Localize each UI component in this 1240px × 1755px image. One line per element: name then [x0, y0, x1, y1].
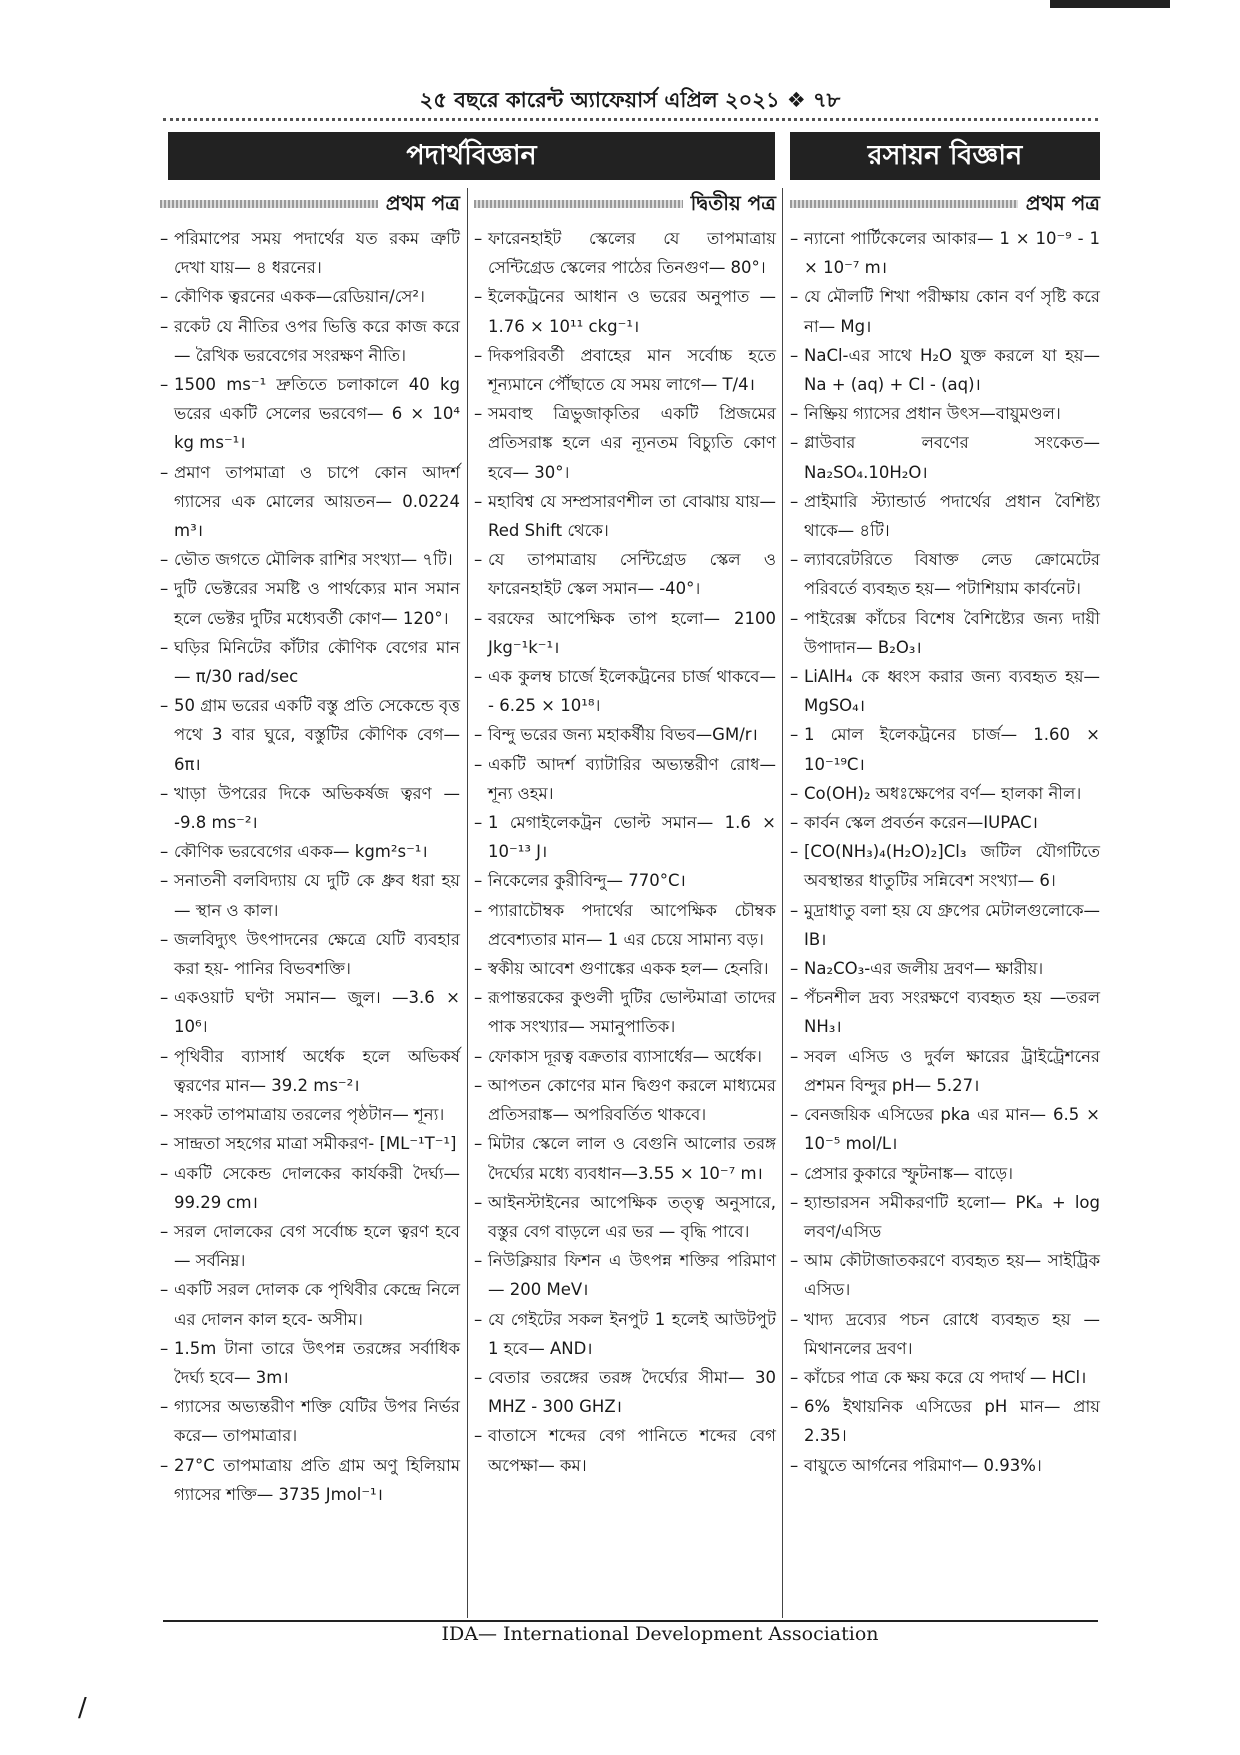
- fact-text: সনাতনী বলবিদ্যায় যে দুটি কে ধ্রুব ধরা হয়— স্থান ও কাল।: [174, 871, 460, 920]
- page-footer: IDA— International Development Association: [441, 1623, 879, 1645]
- page-header: ২৫ বছরে কারেন্ট অ্যাফেয়ার্স এপ্রিল ২০২১ ❖ ৭৮: [419, 88, 841, 112]
- column-divider: [467, 188, 468, 1618]
- fact-text: মিটার স্কেলে লাল ও বেগুনি আলোর তরঙ্গ দৈর্ঘ্যের মধ্যে ব্যবধান—3.55 × 10⁻⁷ m।: [488, 1134, 776, 1183]
- fact-text: কার্বন স্কেল প্রবর্তন করেন—IUPAC।: [804, 813, 1038, 833]
- fact-text: নিকেলের কুরীবিন্দু— 770°C।: [488, 871, 686, 891]
- fact-text: পাইরেক্স কাঁচের বিশেষ বৈশিষ্ট্যের জন্য দায়ী উপাদান— B₂O₃।: [804, 608, 1100, 657]
- fact-text: প্রেসার কুকারে স্ফুটনাঙ্ক— বাড়ে।: [804, 1163, 1014, 1183]
- fact-item: – LiAlH₄ কে ধ্বংস করার জন্য ব্যবহৃত হয়— MgSO₄।: [790, 667, 1100, 716]
- fact-text: ইলেকট্রনের আধান ও ভরের অনুপাত — 1.76 × 10¹¹ ckg⁻¹।: [488, 287, 776, 336]
- fact-text: পরিমাপের সময় পদার্থের যত রকম ত্রুটি দেখা যায়— ৪ ধরনের।: [174, 229, 460, 278]
- column-physics-second-paper: [474, 188, 776, 1480]
- fact-item: – জলবিদ্যুৎ উৎপাদনের ক্ষেত্রে যেটি ব্যবহার করা হয়- পানির বিভবশক্তি।: [160, 929, 460, 979]
- fact-item: – পরিমাপের সময় পদার্থের যত রকম ত্রুটি দেখা যায়— ৪ ধরনের।: [160, 229, 460, 278]
- fact-item: – পাইরেক্স কাঁচের বিশেষ বৈশিষ্ট্যের জন্য দায়ী উপাদান— B₂O₃।: [790, 608, 1100, 657]
- fact-text: খাড়া উপরের দিকে অভিকর্ষজ ত্বরণ — -9.8 ms⁻²।: [174, 783, 460, 833]
- fact-item: – এক কুলম্ব চার্জে ইলেকট্রনের চার্জ থাকবে— - 6.25 × 10¹⁸।: [474, 667, 776, 716]
- fact-text: দিকপরিবর্তী প্রবাহের মান সর্বোচ্চ হতে শূন্যমানে পৌঁছাতে যে সময় লাগে— T/4।: [488, 345, 776, 395]
- fact-text: Na₂CO₃-এর জলীয় দ্রবণ— ক্ষারীয়।: [804, 959, 1044, 979]
- fact-item: – প্রমাণ তাপমাত্রা ও চাপে কোন আদর্শ গ্যাসের এক মোলের আয়তন— 0.0224 m³।: [160, 462, 460, 541]
- fact-item: – প্যারাচৌম্বক পদার্থের আপেক্ষিক চৌম্বক প্রবেশ্যতার মান— 1 এর চেয়ে সামান্য বড়।: [474, 900, 776, 949]
- fact-item: – সমবাহু ত্রিভুজাকৃতির একটি প্রিজমের প্রতিসরাঙ্ক হলে এর ন্যূনতম বিচ্যুতি কোণ হবে— 30°।: [474, 404, 776, 482]
- fact-text: আইনস্টাইনের আপেক্ষিক তত্ত্ব অনুসারে, বস্তুর বেগ বাড়লে এর ভর — বৃদ্ধি পাবে।: [488, 1192, 776, 1241]
- fact-item: – রকেট যে নীতির ওপর ভিত্তি করে কাজ করে— রৈখিক ভরবেগের সংরক্ষণ নীতি।: [160, 316, 460, 365]
- fact-item: – যে তাপমাত্রায় সেন্টিগ্রেড স্কেল ও ফারেনহাইট স্কেল সমান— -40°।: [474, 550, 776, 599]
- fact-item: – ফারেনহাইট স্কেলের যে তাপমাত্রায় সেন্টিগ্রেড স্কেলের পাঠের তিনগুণ— 80°।: [474, 229, 776, 278]
- section-banner-chemistry: রসায়ন বিজ্ঞান: [790, 132, 1100, 180]
- fact-text: 1500 ms⁻¹ দ্রুতিতে চলাকালে 40 kg ভরের একটি সেলের ভরবেগ— 6 × 10⁴ kg ms⁻¹।: [174, 375, 460, 453]
- fact-item: – 1 মোল ইলেকট্রনের চার্জ— 1.60 × 10⁻¹⁹C।: [790, 725, 1100, 774]
- fact-item: – 1.5m টানা তারে উৎপন্ন তরঙ্গের সর্বাধিক দৈর্ঘ্য হবে— 3m।: [160, 1338, 460, 1387]
- fact-item: – বরফের আপেক্ষিক তাপ হলো— 2100 Jkg⁻¹k⁻¹।: [474, 608, 776, 657]
- fact-item: – ন্যানো পার্টিকেলের আকার— 1 × 10⁻⁹ - 1 × 10⁻⁷ m।: [790, 229, 1100, 278]
- fact-text: একটি সরল দোলক কে পৃথিবীর কেন্দ্রে নিলে এর দোলন কাল হবে- অসীম।: [174, 1280, 460, 1329]
- fact-text: 27°C তাপমাত্রায় প্রতি গ্রাম অণু হিলিয়াম গ্যাসের শক্তি— 3735 Jmol⁻¹।: [174, 1455, 460, 1504]
- margin-pen-mark: /: [78, 1693, 87, 1723]
- fact-text: যে মৌলটি শিখা পরীক্ষায় কোন বর্ণ সৃষ্টি করে না— Mg।: [804, 287, 1100, 336]
- fact-item: – 1500 ms⁻¹ দ্রুতিতে চলাকালে 40 kg ভরের একটি সেলের ভরবেগ— 6 × 10⁴ kg ms⁻¹।: [160, 375, 460, 453]
- fact-text: আম কৌটাজাতকরণে ব্যবহৃত হয়— সাইট্রিক এসিড।: [804, 1251, 1100, 1300]
- fact-text: ল্যাবরেটরিতে বিষাক্ত লেড ক্রোমেটের পরিবর্তে ব্যবহৃত হয়— পটাশিয়াম কার্বনেট।: [804, 550, 1100, 599]
- fact-item: – আইনস্টাইনের আপেক্ষিক তত্ত্ব অনুসারে, বস্তুর বেগ বাড়লে এর ভর — বৃদ্ধি পাবে।: [474, 1192, 776, 1241]
- fact-item: – বাতাসে শব্দের বেগ পানিতে শব্দের বেগ অপেক্ষা— কম।: [474, 1426, 776, 1475]
- fact-text: বরফের আপেক্ষিক তাপ হলো— 2100 Jkg⁻¹k⁻¹।: [488, 608, 776, 657]
- top-edge-bar: [1050, 0, 1170, 8]
- fact-item: – বেনজয়িক এসিডের pka এর মান— 6.5 × 10⁻⁵ mol/L।: [790, 1105, 1100, 1154]
- fact-text: সংকট তাপমাত্রায় তরলের পৃষ্ঠটান— শূন্য।: [174, 1105, 445, 1125]
- fact-item: – একওয়াট ঘণ্টা সমান— জুল। —3.6 × 10⁶।: [160, 988, 460, 1037]
- fact-item: – কৌণিক ত্বরনের একক—রেডিয়ান/সে²।: [160, 287, 425, 307]
- fact-item: – হ্যান্ডারসন সমীকরণটি হলো— PKₐ + log লবণ/এসিড: [790, 1192, 1100, 1241]
- fact-item: – কাঁচের পাত্র কে ক্ষয় করে যে পদার্থ — HCl।: [790, 1367, 1087, 1387]
- fact-text: যে তাপমাত্রায় সেন্টিগ্রেড স্কেল ও ফারেনহাইট স্কেল সমান— -40°।: [488, 550, 776, 599]
- fact-item: – ঘড়ির মিনিটের কাঁটার কৌণিক বেগের মান— π/30 rad/sec: [160, 637, 460, 687]
- fact-text: [CO(NH₃)₄(H₂O)₂]Cl₃ জটিল যৌগটিতে অবস্থান্তর ধাতুটির সন্নিবেশ সংখ্যা— 6।: [804, 842, 1100, 891]
- fact-item: – প্রেসার কুকারে স্ফুটনাঙ্ক— বাড়ে।: [790, 1163, 1014, 1183]
- fact-text: প্যারাচৌম্বক পদার্থের আপেক্ষিক চৌম্বক প্রবেশ্যতার মান— 1 এর চেয়ে সামান্য বড়।: [488, 900, 776, 949]
- fact-item: – পঁচনশীল দ্রব্য সংরক্ষণে ব্যবহৃত হয় —তরল NH₃।: [790, 988, 1100, 1037]
- fact-item: – 6% ইথায়নিক এসিডের pH মান— প্রায় 2.35।: [790, 1397, 1100, 1446]
- fact-text: ঘড়ির মিনিটের কাঁটার কৌণিক বেগের মান— π/30 rad/sec: [174, 637, 460, 687]
- fact-text: আপতন কোণের মান দ্বিগুণ করলে মাধ্যমের প্রতিসরাঙ্ক— অপরিবর্তিত থাকবে।: [488, 1075, 776, 1125]
- fact-item: – নিষ্ক্রিয় গ্যাসের প্রধান উৎস—বায়ুমণ্ডল।: [790, 404, 1061, 424]
- fact-text: 50 গ্রাম ভরের একটি বস্তু প্রতি সেকেন্ডে বৃত্ত পথে 3 বার ঘুরে, বস্তুটির কৌণিক বেগ— 6π।: [174, 696, 460, 774]
- fact-text: কাঁচের পাত্র কে ক্ষয় করে যে পদার্থ — HCl।: [804, 1367, 1087, 1387]
- fact-text: NaCl-এর সাথে H₂O যুক্ত করলে যা হয়— Na + (aq) + Cl - (aq)।: [804, 345, 1100, 395]
- fact-item: – [CO(NH₃)₄(H₂O)₂]Cl₃ জটিল যৌগটিতে অবস্থান্তর ধাতুটির সন্নিবেশ সংখ্যা— 6।: [790, 842, 1100, 891]
- fact-text: গ্যাসের অভ্যন্তরীণ শক্তি যেটির উপর নির্ভর করে— তাপমাত্রার।: [174, 1397, 460, 1446]
- fact-text: ফারেনহাইট স্কেলের যে তাপমাত্রায় সেন্টিগ্রেড স্কেলের পাঠের তিনগুণ— 80°।: [488, 229, 776, 278]
- fact-text: কৌণিক ভরবেগের একক— kgm²s⁻¹।: [174, 842, 428, 862]
- fact-text: মুদ্রাধাতু বলা হয় যে গ্রুপের মেটালগুলোকে— IB।: [804, 900, 1100, 949]
- fact-item: – একটি সরল দোলক কে পৃথিবীর কেন্দ্রে নিলে এর দোলন কাল হবে- অসীম।: [160, 1280, 460, 1329]
- section-banner-physics: পদার্থবিজ্ঞান: [168, 132, 775, 180]
- fact-item: – খাড়া উপরের দিকে অভিকর্ষজ ত্বরণ — -9.8 ms⁻²।: [160, 783, 460, 833]
- fact-text: হ্যান্ডারসন সমীকরণটি হলো— PKₐ + log লবণ/এসিড: [804, 1192, 1100, 1241]
- fact-text: 1 মোল ইলেকট্রনের চার্জ— 1.60 × 10⁻¹⁹C।: [804, 725, 1100, 774]
- fact-text: যে গেইটের সকল ইনপুট 1 হলেই আউটপুট 1 হবে— AND।: [488, 1309, 776, 1358]
- fact-item: – একটি আদর্শ ব্যাটারির অভ্যন্তরীণ রোধ— শূন্য ওহম।: [474, 754, 776, 803]
- fact-item: – মুদ্রাধাতু বলা হয় যে গ্রুপের মেটালগুলোকে— IB।: [790, 900, 1100, 949]
- fact-item: – একটি সেকেন্ড দোলকের কার্যকরী দৈর্ঘ্য— 99.29 cm।: [160, 1163, 460, 1212]
- fact-item: – বিন্দু ভরের জন্য মহাকর্ষীয় বিভব—GM/r।: [474, 725, 758, 745]
- fact-text: 1 মেগাইলেকট্রন ভোল্ট সমান— 1.6 × 10⁻¹³ J।: [488, 813, 776, 862]
- fact-item: – সনাতনী বলবিদ্যায় যে দুটি কে ধ্রুব ধরা হয়— স্থান ও কাল।: [160, 871, 460, 920]
- fact-text: নিষ্ক্রিয় গ্যাসের প্রধান উৎস—বায়ুমণ্ডল।: [804, 404, 1061, 424]
- fact-text: দুটি ভেক্টরের সমষ্টি ও পার্থক্যের মান সমান হলে ভেক্টর দুটির মধ্যেবর্তী কোণ— 120°।: [174, 579, 460, 628]
- fact-text: বেতার তরঙ্গের তরঙ্গ দৈর্ঘ্যের সীমা— 30 MHZ - 300 GHZ।: [488, 1367, 776, 1417]
- fact-item: – বেতার তরঙ্গের তরঙ্গ দৈর্ঘ্যের সীমা— 30 MHZ - 300 GHZ।: [474, 1367, 776, 1417]
- fact-item: – আপতন কোণের মান দ্বিগুণ করলে মাধ্যমের প্রতিসরাঙ্ক— অপরিবর্তিত থাকবে।: [474, 1075, 776, 1125]
- fact-item: – 50 গ্রাম ভরের একটি বস্তু প্রতি সেকেন্ডে বৃত্ত পথে 3 বার ঘুরে, বস্তুটির কৌণিক বেগ— 6π।: [160, 696, 460, 774]
- column-divider: [782, 188, 783, 1618]
- fact-item: – Na₂CO₃-এর জলীয় দ্রবণ— ক্ষারীয়।: [790, 959, 1044, 979]
- fact-item: – Co(OH)₂ অধঃক্ষেপের বর্ণ— হালকা নীল।: [790, 783, 1082, 803]
- fact-text: খাদ্য দ্রব্যের পচন রোধে ব্যবহৃত হয় — মিথানলের দ্রবণ।: [804, 1309, 1100, 1358]
- fact-item: – ফোকাস দূরত্ব বক্রতার ব্যাসার্ধের— অর্ধেক।: [474, 1046, 762, 1066]
- fact-text: স্বকীয় আবেশ গুণাঙ্কের একক হল— হেনরি।: [488, 959, 769, 979]
- fact-text: পৃথিবীর ব্যাসার্ধ অর্ধেক হলে অভিকর্ষ ত্বরণের মান— 39.2 ms⁻²।: [174, 1046, 460, 1095]
- paper-heading: দ্বিতীয় পত্র: [474, 188, 776, 220]
- fact-item: – NaCl-এর সাথে H₂O যুক্ত করলে যা হয়— Na + (aq) + Cl - (aq)।: [790, 345, 1100, 395]
- fact-item: – দুটি ভেক্টরের সমষ্টি ও পার্থক্যের মান সমান হলে ভেক্টর দুটির মধ্যেবর্তী কোণ— 120°।: [160, 579, 460, 628]
- fact-text: রূপান্তরকের কুণ্ডলী দুটির ভোল্টমাত্রা তাদের পাক সংখ্যার— সমানুপাতিক।: [488, 988, 776, 1037]
- fact-text: প্রাইমারি স্ট্যান্ডার্ড পদার্থের প্রধান বৈশিষ্ট্য থাকে— ৪টি।: [804, 491, 1100, 541]
- fact-item: – ভৌত জগতে মৌলিক রাশির সংখ্যা— ৭টি।: [160, 550, 453, 570]
- fact-text: মহাবিশ্ব যে সম্প্রসারণশীল তা বোঝায় যায়— Red Shift থেকে।: [488, 491, 776, 541]
- column-chemistry-first-paper: [790, 188, 1100, 1480]
- fact-item: – নিউক্লিয়ার ফিশন এ উৎপন্ন শক্তির পরিমাণ— 200 MeV।: [474, 1251, 776, 1300]
- fact-item: – যে মৌলটি শিখা পরীক্ষায় কোন বর্ণ সৃষ্টি করে না— Mg।: [790, 287, 1100, 336]
- fact-item: – গ্লাউবার লবণের সংকেত— Na₂SO₄.10H₂O।: [790, 433, 1100, 482]
- fact-item: – মহাবিশ্ব যে সম্প্রসারণশীল তা বোঝায় যায়— Red Shift থেকে।: [474, 491, 776, 541]
- fact-item: – প্রাইমারি স্ট্যান্ডার্ড পদার্থের প্রধান বৈশিষ্ট্য থাকে— ৪টি।: [790, 491, 1100, 541]
- fact-text: একওয়াট ঘণ্টা সমান— জুল। —3.6 × 10⁶।: [174, 988, 460, 1037]
- fact-text: বিন্দু ভরের জন্য মহাকর্ষীয় বিভব—GM/r।: [488, 725, 758, 745]
- fact-text: ফোকাস দূরত্ব বক্রতার ব্যাসার্ধের— অর্ধেক।: [488, 1046, 762, 1066]
- fact-item: – স্বকীয় আবেশ গুণাঙ্কের একক হল— হেনরি।: [474, 959, 769, 979]
- fact-item: – যে গেইটের সকল ইনপুট 1 হলেই আউটপুট 1 হবে— AND।: [474, 1309, 776, 1358]
- fact-text: কৌণিক ত্বরনের একক—রেডিয়ান/সে²।: [174, 287, 425, 307]
- fact-item: – কৌণিক ভরবেগের একক— kgm²s⁻¹।: [160, 842, 428, 862]
- fact-text: সরল দোলকের বেগ সর্বোচ্চ হলে ত্বরণ হবে— সর্বনিম্ন।: [174, 1221, 460, 1271]
- fact-text: 1.5m টানা তারে উৎপন্ন তরঙ্গের সর্বাধিক দৈর্ঘ্য হবে— 3m।: [174, 1338, 460, 1387]
- fact-item: – সান্দ্রতা সহগের মাত্রা সমীকরণ- [ML⁻¹T⁻¹]: [160, 1134, 457, 1154]
- fact-item: – 27°C তাপমাত্রায় প্রতি গ্রাম অণু হিলিয়াম গ্যাসের শক্তি— 3735 Jmol⁻¹।: [160, 1455, 460, 1504]
- fact-text: বাতাসে শব্দের বেগ পানিতে শব্দের বেগ অপেক্ষা— কম।: [488, 1426, 776, 1475]
- fact-text: একটি সেকেন্ড দোলকের কার্যকরী দৈর্ঘ্য— 99.29 cm।: [174, 1163, 460, 1212]
- paper-heading: প্রথম পত্র: [790, 188, 1100, 220]
- fact-text: নিউক্লিয়ার ফিশন এ উৎপন্ন শক্তির পরিমাণ— 200 MeV।: [488, 1251, 776, 1300]
- fact-item: – মিটার স্কেলে লাল ও বেগুনি আলোর তরঙ্গ দৈর্ঘ্যের মধ্যে ব্যবধান—3.55 × 10⁻⁷ m।: [474, 1134, 776, 1183]
- fact-item: – সংকট তাপমাত্রায় তরলের পৃষ্ঠটান— শূন্য।: [160, 1105, 445, 1125]
- fact-text: বায়ুতে আর্গনের পরিমাণ— 0.93%।: [804, 1455, 1042, 1475]
- fact-item: – পৃথিবীর ব্যাসার্ধ অর্ধেক হলে অভিকর্ষ ত্বরণের মান— 39.2 ms⁻²।: [160, 1046, 460, 1095]
- fact-item: – কার্বন স্কেল প্রবর্তন করেন—IUPAC।: [790, 813, 1038, 833]
- fact-item: – 1 মেগাইলেকট্রন ভোল্ট সমান— 1.6 × 10⁻¹³ J।: [474, 813, 776, 862]
- fact-text: গ্লাউবার লবণের সংকেত— Na₂SO₄.10H₂O।: [804, 433, 1100, 482]
- fact-text: সান্দ্রতা সহগের মাত্রা সমীকরণ- [ML⁻¹T⁻¹]: [174, 1134, 457, 1154]
- fact-item: – সবল এসিড ও দুর্বল ক্ষারের ট্রাইট্রেশনের প্রশমন বিন্দুর pH— 5.27।: [790, 1046, 1100, 1095]
- paper-heading: প্রথম পত্র: [160, 188, 460, 220]
- fact-text: সমবাহু ত্রিভুজাকৃতির একটি প্রিজমের প্রতিসরাঙ্ক হলে এর ন্যূনতম বিচ্যুতি কোণ হবে— 30°।: [488, 404, 776, 482]
- fact-item: – রূপান্তরকের কুণ্ডলী দুটির ভোল্টমাত্রা তাদের পাক সংখ্যার— সমানুপাতিক।: [474, 988, 776, 1037]
- fact-item: – নিকেলের কুরীবিন্দু— 770°C।: [474, 871, 686, 891]
- fact-text: একটি আদর্শ ব্যাটারির অভ্যন্তরীণ রোধ— শূন্য ওহম।: [488, 754, 776, 803]
- fact-item: – দিকপরিবর্তী প্রবাহের মান সর্বোচ্চ হতে শূন্যমানে পৌঁছাতে যে সময় লাগে— T/4।: [474, 345, 776, 395]
- fact-text: এক কুলম্ব চার্জে ইলেকট্রনের চার্জ থাকবে— - 6.25 × 10¹⁸।: [488, 667, 776, 716]
- fact-text: জলবিদ্যুৎ উৎপাদনের ক্ষেত্রে যেটি ব্যবহার করা হয়- পানির বিভবশক্তি।: [174, 929, 460, 979]
- column-physics-first-paper: [160, 188, 460, 1509]
- fact-text: ন্যানো পার্টিকেলের আকার— 1 × 10⁻⁹ - 1 × 10⁻⁷ m।: [804, 229, 1100, 278]
- fact-text: Co(OH)₂ অধঃক্ষেপের বর্ণ— হালকা নীল।: [804, 783, 1082, 803]
- footer-rule: [163, 1620, 1098, 1622]
- fact-item: – ল্যাবরেটরিতে বিষাক্ত লেড ক্রোমেটের পরিবর্তে ব্যবহৃত হয়— পটাশিয়াম কার্বনেট।: [790, 550, 1100, 599]
- fact-item: – বায়ুতে আর্গনের পরিমাণ— 0.93%।: [790, 1455, 1042, 1475]
- fact-item: – খাদ্য দ্রব্যের পচন রোধে ব্যবহৃত হয় — মিথানলের দ্রবণ।: [790, 1309, 1100, 1358]
- fact-text: 6% ইথায়নিক এসিডের pH মান— প্রায় 2.35।: [804, 1397, 1100, 1446]
- fact-text: সবল এসিড ও দুর্বল ক্ষারের ট্রাইট্রেশনের প্রশমন বিন্দুর pH— 5.27।: [804, 1046, 1100, 1095]
- fact-text: LiAlH₄ কে ধ্বংস করার জন্য ব্যবহৃত হয়— MgSO₄।: [804, 667, 1100, 716]
- fact-text: প্রমাণ তাপমাত্রা ও চাপে কোন আদর্শ গ্যাসের এক মোলের আয়তন— 0.0224 m³।: [174, 462, 460, 541]
- fact-text: পঁচনশীল দ্রব্য সংরক্ষণে ব্যবহৃত হয় —তরল NH₃।: [804, 988, 1100, 1037]
- fact-text: বেনজয়িক এসিডের pka এর মান— 6.5 × 10⁻⁵ mol/L।: [804, 1105, 1100, 1154]
- fact-item: – গ্যাসের অভ্যন্তরীণ শক্তি যেটির উপর নির্ভর করে— তাপমাত্রার।: [160, 1397, 460, 1446]
- fact-item: – আম কৌটাজাতকরণে ব্যবহৃত হয়— সাইট্রিক এসিড।: [790, 1251, 1100, 1300]
- fact-text: ভৌত জগতে মৌলিক রাশির সংখ্যা— ৭টি।: [174, 550, 453, 570]
- fact-text: রকেট যে নীতির ওপর ভিত্তি করে কাজ করে— রৈখিক ভরবেগের সংরক্ষণ নীতি।: [174, 316, 460, 365]
- fact-item: – ইলেকট্রনের আধান ও ভরের অনুপাত — 1.76 × 10¹¹ ckg⁻¹।: [474, 287, 776, 336]
- header-dotted-rule: [163, 118, 1098, 121]
- fact-item: – সরল দোলকের বেগ সর্বোচ্চ হলে ত্বরণ হবে— সর্বনিম্ন।: [160, 1221, 460, 1271]
